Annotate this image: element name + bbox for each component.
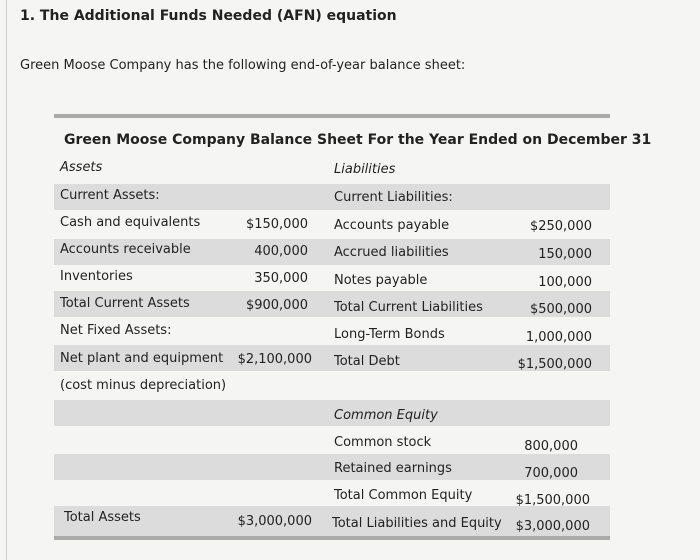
asset-value: $900,000 <box>245 298 308 313</box>
liability-value: $250,000 <box>529 219 592 234</box>
equity-value: 800,000 <box>524 439 578 454</box>
liability-label: Total Debt <box>334 354 400 369</box>
liability-value: $500,000 <box>529 302 592 317</box>
question-heading: 1. The Additional Funds Needed (AFN) equation <box>20 8 397 24</box>
liability-value: 1,000,000 <box>525 330 592 345</box>
asset-value: 400,000 <box>254 244 308 259</box>
equity-header: Common Equity <box>334 408 438 423</box>
equity-value: $1,500,000 <box>515 493 590 508</box>
liability-label: Accrued liabilities <box>334 245 449 260</box>
liability-label: Long-Term Bonds <box>334 327 445 342</box>
equity-value: 700,000 <box>524 466 578 481</box>
current-liabilities-label: Current Liabilities: <box>334 190 453 205</box>
equity-label: Total Common Equity <box>334 488 473 503</box>
top-rule <box>54 114 610 118</box>
liability-label: Accounts payable <box>334 218 450 233</box>
bottom-rule <box>54 536 610 540</box>
total-le-label: Total Liabilities and Equity <box>332 516 502 531</box>
assets-header: Assets <box>60 160 103 175</box>
liability-value: 100,000 <box>538 275 592 290</box>
liability-value: 150,000 <box>538 247 592 262</box>
net-plant-note: (cost minus depreciation) <box>60 378 227 393</box>
asset-label: Accounts receivable <box>60 242 191 257</box>
net-plant-label: Net plant and equipment <box>60 351 224 366</box>
liability-value: $1,500,000 <box>517 357 592 372</box>
net-plant-value: $2,100,000 <box>237 352 312 367</box>
asset-value: $150,000 <box>245 217 308 232</box>
total-assets-value: $3,000,000 <box>237 514 312 529</box>
intro-text: Green Moose Company has the following end-of-year balance sheet: <box>20 58 466 73</box>
liability-label: Total Current Liabilities <box>334 300 483 315</box>
balance-sheet <box>54 114 652 544</box>
left-border <box>6 0 7 560</box>
liability-label: Notes payable <box>334 273 428 288</box>
band-common-equity <box>54 400 610 426</box>
liabilities-header: Liabilities <box>334 162 396 177</box>
asset-value: 350,000 <box>254 271 308 286</box>
sheet-title: Green Moose Company Balance Sheet For the Year Ended on December 31 <box>64 132 652 148</box>
total-assets-label: Total Assets <box>64 510 141 525</box>
equity-label: Common stock <box>334 435 432 450</box>
net-fixed-label: Net Fixed Assets: <box>60 323 172 338</box>
equity-label: Retained earnings <box>334 461 452 476</box>
current-assets-label: Current Assets: <box>60 188 160 203</box>
asset-label: Total Current Assets <box>60 296 190 311</box>
asset-label: Inventories <box>60 269 133 284</box>
total-le-value: $3,000,000 <box>515 519 590 534</box>
asset-label: Cash and equivalents <box>60 215 201 230</box>
